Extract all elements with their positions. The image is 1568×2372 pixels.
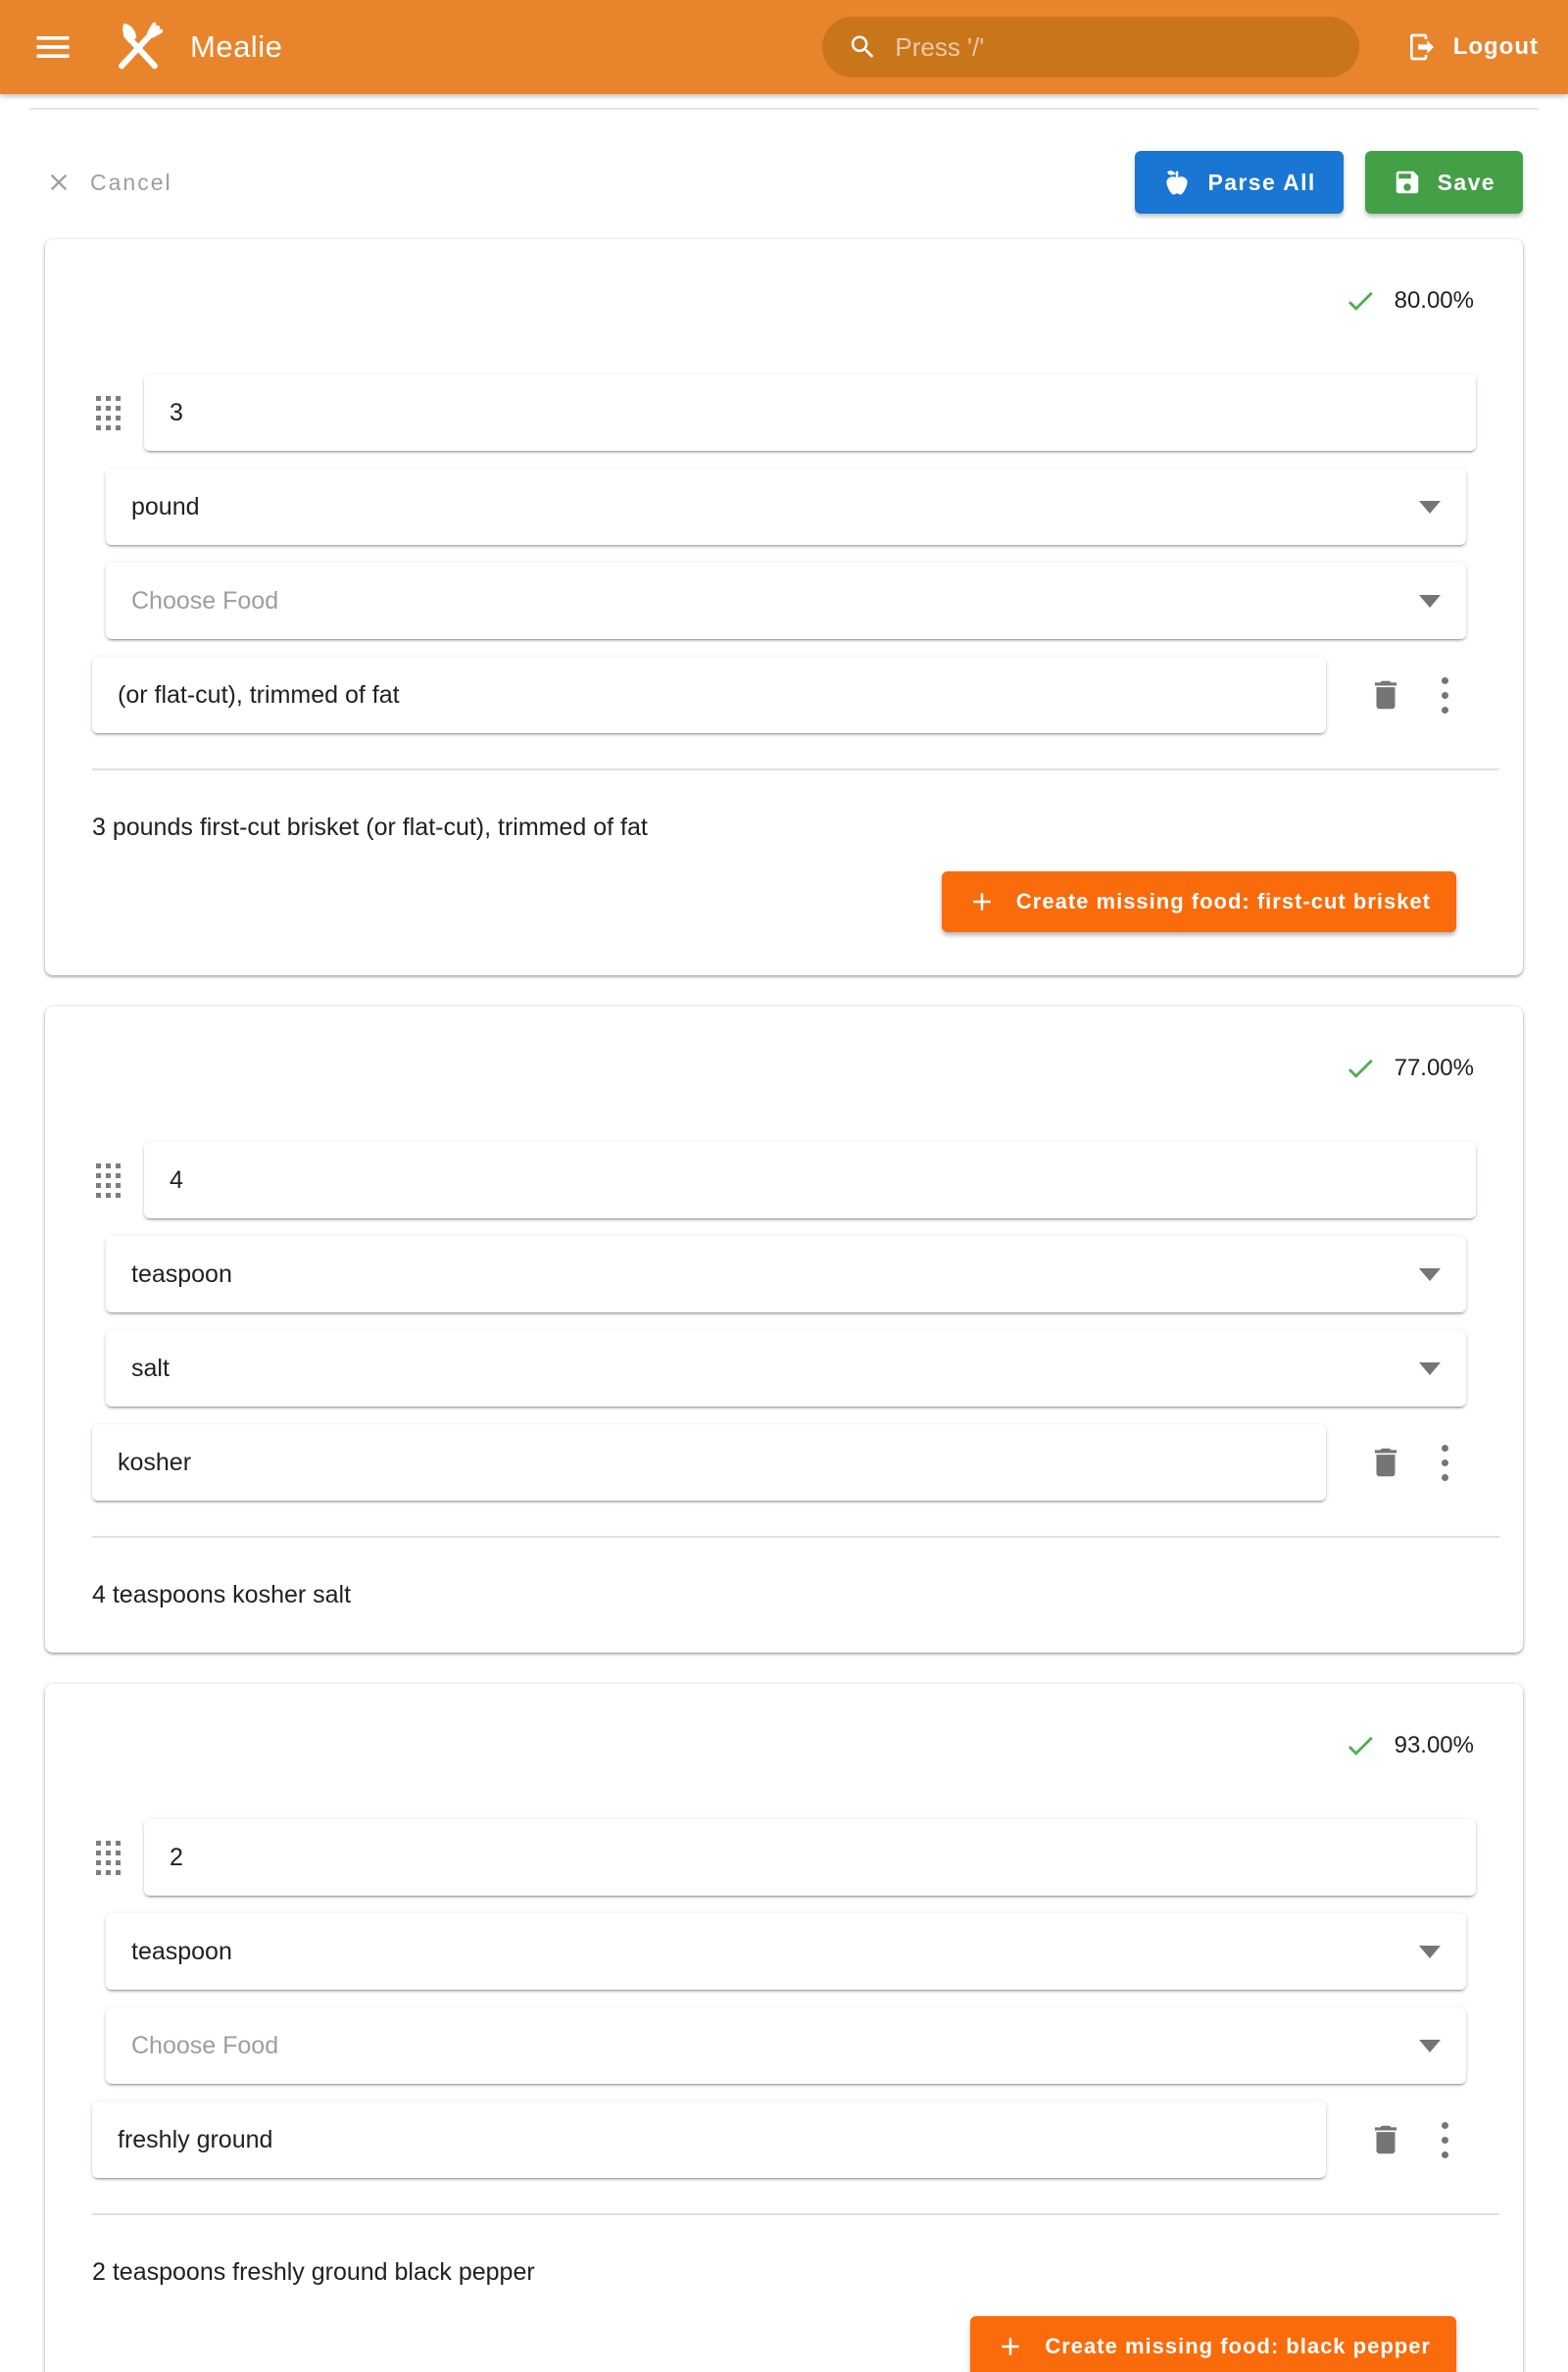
brand-home-link[interactable]	[110, 19, 282, 75]
food-select[interactable]	[106, 2007, 1466, 2084]
trash-icon	[1367, 2121, 1404, 2158]
quantity-field	[144, 1142, 1476, 1218]
original-ingredient-text: 2 teaspoons freshly ground black pepper	[92, 2258, 535, 2286]
original-ingredient-text: 4 teaspoons kosher salt	[92, 1581, 352, 1608]
delete-ingredient-button[interactable]	[1367, 676, 1404, 714]
food-select[interactable]	[106, 563, 1466, 639]
unit-select[interactable]	[106, 1913, 1466, 1990]
quantity-row	[92, 1819, 1476, 1896]
check-icon	[1344, 1052, 1377, 1085]
cancel-label: Cancel	[90, 169, 172, 195]
unit-select[interactable]	[106, 469, 1466, 545]
chevron-down-icon[interactable]	[1419, 1268, 1441, 1281]
ingredient-card	[45, 239, 1523, 975]
unit-select[interactable]	[106, 1236, 1466, 1312]
save-button[interactable]	[1365, 151, 1523, 214]
trash-icon	[1367, 1444, 1404, 1481]
close-icon	[45, 169, 73, 196]
card-divider	[92, 768, 1499, 770]
kebab-icon	[1442, 2122, 1448, 2129]
note-field	[92, 2101, 1326, 2178]
delete-ingredient-button[interactable]	[1367, 2121, 1404, 2158]
search-input[interactable]	[895, 32, 1333, 63]
plus-icon	[996, 2332, 1025, 2361]
logout-button[interactable]	[1406, 31, 1539, 63]
create-missing-food-button[interactable]	[942, 871, 1456, 932]
parse-all-button[interactable]	[1135, 151, 1343, 214]
note-row	[92, 2101, 1476, 2178]
chevron-down-icon[interactable]	[1419, 595, 1441, 608]
quantity-input[interactable]	[170, 1844, 1450, 1872]
unit-input[interactable]	[131, 1260, 1399, 1289]
missing-food-row	[92, 2316, 1456, 2372]
parse-all-label: Parse All	[1207, 169, 1316, 195]
hamburger-menu-icon	[31, 25, 74, 69]
create-missing-food-button[interactable]	[970, 2316, 1456, 2372]
search-icon	[848, 30, 878, 64]
chevron-down-icon[interactable]	[1419, 1946, 1441, 1958]
food-input[interactable]	[131, 2032, 1399, 2060]
note-input[interactable]	[118, 681, 1300, 710]
card-divider	[92, 2213, 1499, 2215]
kebab-icon	[1442, 1445, 1448, 1452]
header-divider	[29, 108, 1539, 110]
menu-button[interactable]	[29, 24, 76, 71]
app-title: Mealie	[190, 29, 283, 64]
create-missing-food-label: Create missing food: black pepper	[1045, 2334, 1431, 2358]
logout-label: Logout	[1452, 33, 1539, 60]
quantity-input[interactable]	[170, 1166, 1450, 1195]
more-options-button[interactable]	[1442, 677, 1448, 714]
food-input[interactable]	[131, 587, 1399, 616]
more-options-button[interactable]	[1442, 2122, 1448, 2158]
quantity-row	[92, 1142, 1476, 1218]
create-missing-food-label: Create missing food: first-cut brisket	[1015, 889, 1431, 914]
plus-icon	[967, 887, 997, 916]
note-field	[92, 1424, 1326, 1501]
confidence-value: 93.00%	[1394, 1732, 1474, 1758]
ingredient-card	[45, 1007, 1523, 1653]
mealie-logo-icon	[110, 19, 167, 75]
ingredient-card	[45, 1684, 1523, 2372]
note-field	[92, 657, 1326, 733]
check-icon	[1344, 1729, 1377, 1762]
chevron-down-icon[interactable]	[1419, 501, 1441, 514]
original-ingredient-text: 3 pounds first-cut brisket (or flat-cut), trimmed of fat	[92, 814, 648, 841]
missing-food-row	[92, 871, 1456, 932]
quantity-row	[92, 374, 1476, 451]
drag-handle[interactable]	[92, 392, 124, 434]
apple-icon	[1162, 168, 1192, 197]
check-icon	[1344, 284, 1377, 318]
confidence-badge	[92, 1729, 1474, 1762]
search-bar[interactable]	[822, 17, 1359, 77]
drag-handle[interactable]	[92, 1837, 124, 1879]
confidence-value: 77.00%	[1394, 1055, 1474, 1081]
app-bar	[0, 0, 1568, 94]
chevron-down-icon[interactable]	[1419, 2040, 1441, 2052]
trash-icon	[1367, 676, 1404, 714]
floppy-save-icon	[1393, 168, 1422, 197]
cancel-button[interactable]	[45, 169, 172, 196]
unit-input[interactable]	[131, 1938, 1399, 1966]
chevron-down-icon[interactable]	[1419, 1362, 1441, 1375]
unit-input[interactable]	[131, 493, 1399, 521]
note-input[interactable]	[118, 2126, 1300, 2154]
note-input[interactable]	[118, 1449, 1300, 1477]
note-row	[92, 657, 1476, 733]
card-divider	[92, 1536, 1499, 1538]
quantity-field	[144, 374, 1476, 451]
confidence-badge	[92, 284, 1474, 318]
food-input[interactable]	[131, 1355, 1399, 1383]
quantity-input[interactable]	[170, 399, 1450, 427]
confidence-badge	[92, 1052, 1474, 1085]
note-row	[92, 1424, 1476, 1501]
logout-icon	[1406, 31, 1438, 63]
confidence-value: 80.00%	[1394, 287, 1474, 314]
kebab-icon	[1442, 677, 1448, 684]
editor-toolbar	[45, 151, 1523, 214]
drag-handle[interactable]	[92, 1160, 124, 1202]
save-label: Save	[1437, 169, 1495, 195]
more-options-button[interactable]	[1442, 1445, 1448, 1481]
delete-ingredient-button[interactable]	[1367, 1444, 1404, 1481]
food-select[interactable]	[106, 1330, 1466, 1407]
quantity-field	[144, 1819, 1476, 1896]
